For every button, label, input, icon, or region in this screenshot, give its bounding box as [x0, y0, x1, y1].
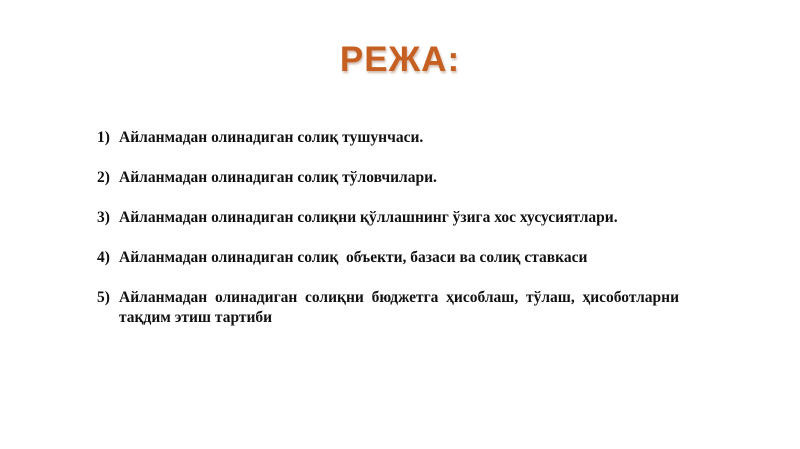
- agenda-item-text: Айланмадан олинадиган солиқни қўллашнинг ўзига хос хусусиятлари.: [119, 209, 618, 226]
- agenda-list: [97, 128, 683, 348]
- agenda-item-5: [97, 288, 683, 328]
- agenda-item-4: [97, 248, 679, 268]
- agenda-item-number: 2): [97, 169, 110, 186]
- agenda-item-1: [97, 128, 679, 148]
- agenda-item-text: Айланмадан олинадиган солиқни бюджетга ҳисоблаш, тўлаш, ҳисоботларни тақдим этиш тартиби: [119, 289, 683, 326]
- agenda-item-2: [97, 168, 679, 188]
- agenda-item-number: 4): [97, 249, 110, 266]
- agenda-item-number: 1): [97, 129, 110, 146]
- slide-title: РЕЖА:: [339, 40, 461, 79]
- agenda-item-number: 5): [97, 289, 110, 306]
- agenda-item-number: 3): [97, 209, 110, 226]
- agenda-item-text: Айланмадан олинадиган солиқ тушунчаси.: [119, 129, 424, 146]
- agenda-item-text: Айланмадан олинадиган солиқ объекти, базаси ва солиқ ставкаси: [119, 249, 588, 266]
- agenda-item-3: [97, 208, 679, 228]
- agenda-item-text: Айланмадан олинадиган солиқ тўловчилари.: [119, 169, 437, 186]
